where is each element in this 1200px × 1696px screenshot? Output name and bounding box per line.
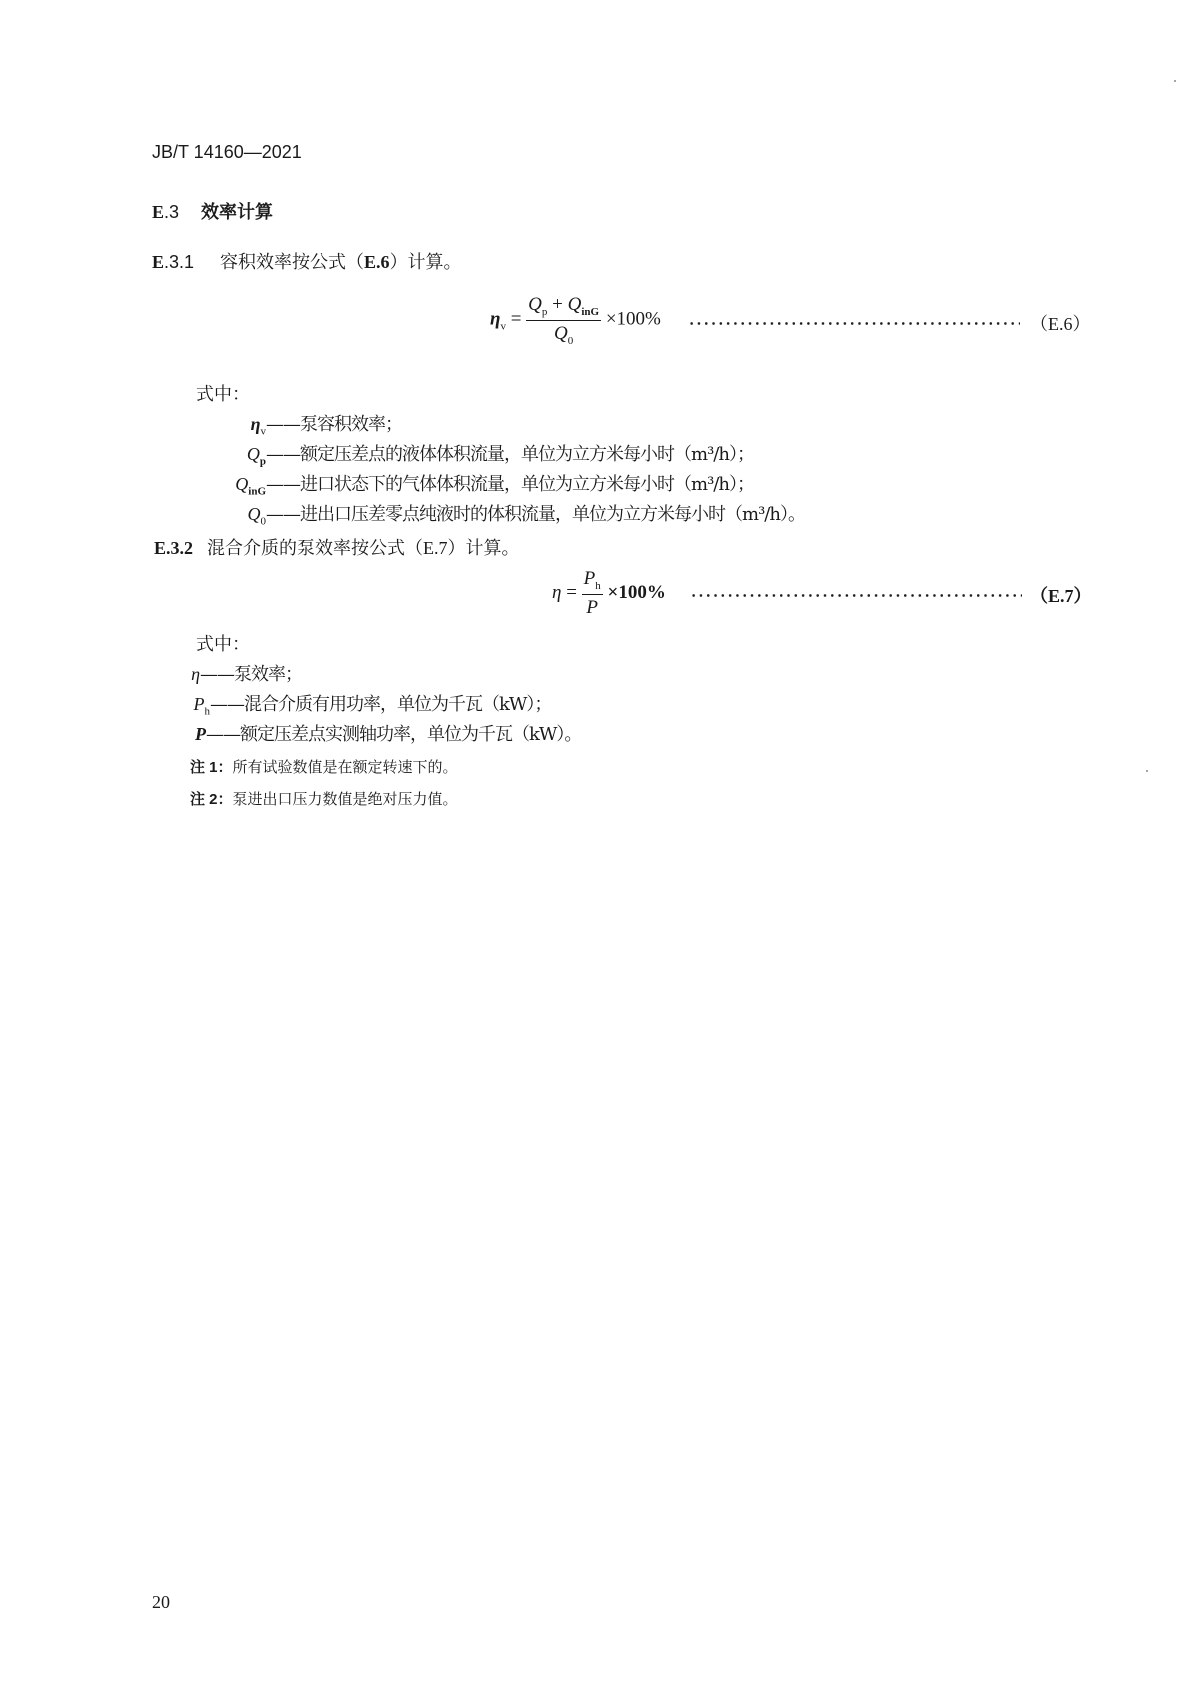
clause-e31 xyxy=(152,248,462,274)
eta-subscript: v xyxy=(500,320,506,333)
formula-reference: E.6 xyxy=(364,252,390,272)
note-1 xyxy=(190,756,458,777)
note-text: 泵进出口压力数值是绝对压力值。 xyxy=(232,791,458,808)
q-sub: inG xyxy=(581,305,600,318)
times-100-percent: ×100% xyxy=(607,581,666,603)
def-text: ——额定压差点实测轴功率，单位为千瓦（kW）。 xyxy=(206,724,582,745)
clause-prefix: E xyxy=(154,538,167,558)
formula-e6: $\eta_v$ = $\frac{Q_p + Q_{inG}}{Q_0}$ ×100% xyxy=(490,294,661,347)
p-sub: h xyxy=(595,579,601,592)
def-symbol: Q xyxy=(235,474,249,494)
q-symbol: Q xyxy=(567,294,582,315)
def-subscript: h xyxy=(204,705,210,718)
scan-artifact xyxy=(1174,80,1176,82)
numerator xyxy=(526,294,601,321)
def-text: ——泵容积效率； xyxy=(266,414,402,435)
section-title: 效率计算 xyxy=(201,202,274,222)
clause-text: 容积效率按公式（ xyxy=(220,252,365,272)
denominator xyxy=(526,321,601,347)
where-label: 式中： xyxy=(196,384,250,405)
def-text: ——进口状态下的气体体积流量，单位为立方米每小时（m³/h）； xyxy=(266,474,754,495)
where-label: 式中： xyxy=(196,634,250,655)
section-number: .3 xyxy=(164,202,180,222)
section-heading-e3 xyxy=(152,198,273,224)
q-sub: p xyxy=(541,305,548,318)
equation-number-e7: （E.7） xyxy=(1030,586,1092,606)
document-code-header: JB/T 14160—2021 xyxy=(152,142,302,162)
numerator xyxy=(582,568,603,595)
page-number: 20 xyxy=(152,1592,170,1612)
scan-artifact xyxy=(1146,770,1148,772)
fraction xyxy=(582,568,603,619)
times-100-percent: ×100% xyxy=(605,308,661,330)
note-label: 注 2： xyxy=(190,791,233,808)
p-symbol: P xyxy=(583,568,596,589)
definition-p-h xyxy=(186,690,551,718)
def-symbol: P xyxy=(195,724,206,744)
fraction xyxy=(526,294,601,347)
clause-text: 混合介质的泵效率按公式（E.7）计算。 xyxy=(207,538,520,558)
equation-number-e6: （E.6） xyxy=(1030,314,1091,334)
definition-q-p xyxy=(150,440,754,468)
note-label: 注 1： xyxy=(190,759,233,776)
def-symbol: η xyxy=(250,414,261,434)
eta-symbol: η xyxy=(490,308,501,330)
def-text: ——泵效率； xyxy=(200,664,302,685)
clause-number: .3.2 xyxy=(166,538,194,558)
def-text: ——额定压差点的液体体积流量，单位为立方米每小时（m³/h）； xyxy=(266,444,754,465)
definition-q-0 xyxy=(150,500,805,528)
def-symbol: P xyxy=(193,694,205,714)
definition-eta xyxy=(186,660,302,686)
definition-q-ing xyxy=(150,470,754,498)
section-prefix: E xyxy=(152,202,165,222)
denominator: P xyxy=(586,596,599,618)
def-symbol: η xyxy=(191,664,200,684)
note-2 xyxy=(190,788,458,809)
note-text: 所有试验数值是在额定转速下的。 xyxy=(232,759,458,776)
clause-prefix: E xyxy=(152,252,165,272)
def-symbol: Q xyxy=(247,504,261,524)
def-symbol: Q xyxy=(246,444,260,464)
q-symbol: Q xyxy=(528,294,542,315)
q-symbol: Q xyxy=(554,322,568,344)
definition-eta-v xyxy=(150,410,402,438)
clause-number: .3.1 xyxy=(164,252,195,272)
clause-text-end: ）计算。 xyxy=(389,252,462,272)
def-subscript: v xyxy=(260,425,266,438)
q-sub: 0 xyxy=(567,334,574,347)
formula-e7: η = $\frac{P_h}{P}$ ×100% xyxy=(552,568,666,618)
eta-symbol: η xyxy=(552,581,562,603)
def-subscript: p xyxy=(259,455,266,468)
definition-p xyxy=(190,720,581,746)
clause-e32 xyxy=(154,534,520,560)
plus-sign: + xyxy=(547,294,568,315)
dot-leader xyxy=(688,322,1020,325)
dot-leader xyxy=(690,594,1022,597)
def-subscript: 0 xyxy=(260,515,266,528)
def-text: ——进出口压差零点纯液时的体积流量，单位为立方米每小时（m³/h）。 xyxy=(266,504,805,525)
def-subscript: inG xyxy=(248,485,266,498)
def-text: ——混合介质有用功率，单位为千瓦（kW）； xyxy=(210,694,552,715)
